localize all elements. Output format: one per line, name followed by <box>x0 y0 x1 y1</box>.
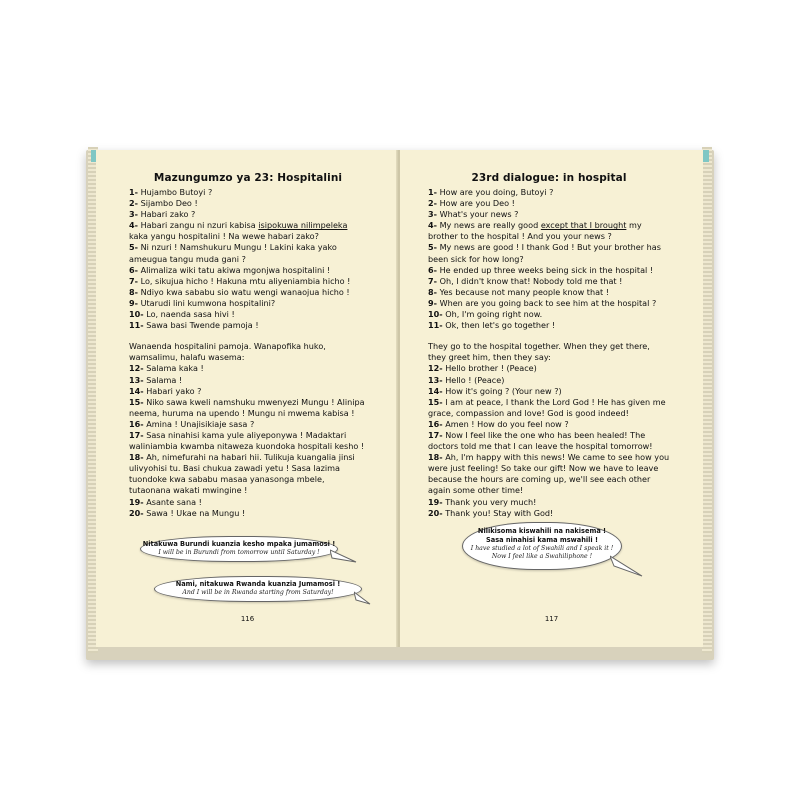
dialogue-line <box>428 198 670 209</box>
line-text: Ah, nimefurahi na habari hii. Tulikuja kuangalia jinsi ulivyohisi tu. Basi chukua zawadi yetu ! Sasa lazima tuondoke kwa sababu masaa yanasonga mbele, tutaonana wakati mwingine ! <box>129 452 355 496</box>
dialogue-line <box>129 298 367 309</box>
speech-bubble-rwanda <box>154 576 362 602</box>
line-number: 7- <box>129 275 138 286</box>
dialogue-line <box>428 497 670 508</box>
bubble-english-text: And I will be in Rwanda starting from Saturday! <box>182 589 334 596</box>
line-number: 2- <box>428 198 437 209</box>
dialogue-line <box>129 287 367 298</box>
line-text: Asante sana ! <box>143 496 202 507</box>
line-number: 8- <box>428 286 437 297</box>
dialogue-line <box>129 386 367 397</box>
left-dialogue-part1 <box>129 187 367 331</box>
line-text: Ndiyo kwa sababu sio watu wengi wanaojua hicho ! <box>138 286 350 297</box>
line-number: 10- <box>129 309 144 320</box>
line-number: 7- <box>428 275 437 286</box>
dialogue-line <box>428 309 670 320</box>
line-number: 4- <box>428 220 437 231</box>
line-number: 19- <box>129 496 144 507</box>
dialogue-line <box>129 309 367 320</box>
line-text: Salama kaka ! <box>143 363 204 374</box>
line-number: 8- <box>129 286 138 297</box>
left-narration: Wanaenda hospitalini pamoja. Wanapofika huko, wamsalimu, halafu wasema: <box>129 341 326 363</box>
speech-bubble-burundi <box>140 536 338 562</box>
line-number: 19- <box>428 496 443 507</box>
line-number: 6- <box>428 264 437 275</box>
line-text: Now I feel like the one who has been healed! The doctors told me that I can leave the hospital tomorrow! <box>428 429 653 452</box>
line-text: Yes because not many people know that ! <box>437 286 610 297</box>
line-number: 15- <box>129 396 144 407</box>
dialogue-line <box>428 363 670 374</box>
dialogue-line <box>129 220 367 242</box>
dialogue-line <box>129 242 367 264</box>
dialogue-line <box>129 187 367 198</box>
underlined-text: isipokuwa nilimpeleka <box>258 220 348 231</box>
dialogue-line <box>129 452 367 496</box>
right-narration: They go to the hospital together. When they get there, they greet him, then they say: <box>428 341 650 363</box>
line-number: 3- <box>129 209 138 220</box>
dialogue-line <box>428 419 670 430</box>
speech-bubble-tail <box>354 590 374 606</box>
line-text: He ended up three weeks being sick in the hospital ! <box>437 264 654 275</box>
line-text: When are you going back to see him at the hospital ? <box>437 297 657 308</box>
line-text: My news are good ! I thank God ! But your brother has been sick for how long? <box>428 242 661 264</box>
line-text: Utarudi lini kumwona hospitalini? <box>138 297 276 308</box>
line-text: Oh, I'm going right now. <box>442 309 543 320</box>
bubble-swahili-text: Nilikisoma kiswahili na nakisema ! <box>477 527 607 535</box>
cover-edge-right <box>703 150 709 162</box>
line-number: 16- <box>129 418 144 429</box>
line-text: How it's going ? (Your new ?) <box>442 385 562 396</box>
line-text: Habari zako ? <box>138 209 196 220</box>
dialogue-line <box>129 375 367 386</box>
line-text: my brother to the hospital ! And you your news ? <box>428 220 642 242</box>
dialogue-line <box>428 187 670 198</box>
line-number: 13- <box>129 374 144 385</box>
line-number: 13- <box>428 374 443 385</box>
dialogue-line <box>428 220 670 242</box>
bubble-english-text: I will be in Burundi from tomorrow until Saturday ! <box>158 549 320 556</box>
line-text: Thank you! Stay with God! <box>442 507 554 518</box>
line-text: My news are really good <box>437 220 541 231</box>
line-number: 18- <box>129 452 144 463</box>
line-text: Sasa ninahisi kama yule aliyeponywa ! Madaktari waliniambia kwamba nitaweza kuondoka hospitali kesho ! <box>129 429 365 452</box>
left-dialogue-part2 <box>129 363 367 518</box>
dialogue-line <box>428 430 670 452</box>
line-text: Habari yako ? <box>143 385 202 396</box>
line-text: Ok, then let's go together ! <box>442 320 556 331</box>
line-number: 11- <box>428 320 443 331</box>
dialogue-line <box>428 452 670 496</box>
line-number: 4- <box>129 220 138 231</box>
dialogue-line <box>129 419 367 430</box>
line-number: 5- <box>129 242 138 253</box>
line-number: 20- <box>129 507 144 518</box>
line-text: Ni nzuri ! Namshukuru Mungu ! Lakini kaka yako ameugua tangu muda gani ? <box>129 242 337 264</box>
line-number: 18- <box>428 452 443 463</box>
bubble-english-text: Now I feel like a Swahiliphone ! <box>491 553 593 560</box>
dialogue-line <box>428 397 670 419</box>
dialogue-line <box>428 320 670 331</box>
line-number: 9- <box>129 297 138 308</box>
line-text: What's your news ? <box>437 209 519 220</box>
page-number-right: 117 <box>544 615 559 623</box>
dialogue-line <box>129 276 367 287</box>
dialogue-line <box>129 397 367 419</box>
speech-bubble-swahiliphone <box>462 522 622 570</box>
line-number: 16- <box>428 418 443 429</box>
line-text: Habari zangu ni nzuri kabisa <box>138 220 259 231</box>
line-text: Thank you very much! <box>442 496 537 507</box>
dialogue-line <box>428 375 670 386</box>
line-number: 10- <box>428 309 443 320</box>
line-text: Sawa ! Ukae na Mungu ! <box>143 507 246 518</box>
line-text: Sijambo Deo ! <box>138 198 198 209</box>
dialogue-line <box>428 386 670 397</box>
line-number: 20- <box>428 507 443 518</box>
line-number: 12- <box>129 363 144 374</box>
dialogue-line <box>129 209 367 220</box>
dialogue-line <box>428 209 670 220</box>
line-text: How are you Deo ! <box>437 198 515 209</box>
line-text: Amen ! How do you feel now ? <box>442 418 569 429</box>
speech-bubble-tail <box>610 554 644 578</box>
underlined-text: except that I brought <box>540 220 627 231</box>
dialogue-line <box>129 430 367 452</box>
right-dialogue-part1 <box>428 187 670 331</box>
line-number: 3- <box>428 209 437 220</box>
right-page-content <box>400 172 703 519</box>
line-number: 17- <box>129 429 144 440</box>
line-number: 11- <box>129 320 144 331</box>
line-text: I am at peace, I thank the Lord God ! He has given me grace, compassion and love! God is good indeed! <box>428 396 666 418</box>
line-text: kaka yangu hospitalini ! Na wewe habari zako? <box>129 231 319 242</box>
speech-bubble-tail <box>330 548 358 564</box>
line-text: Hujambo Butoyi ? <box>138 187 213 197</box>
line-text: Sawa basi Twende pamoja ! <box>143 320 259 331</box>
line-number: 14- <box>428 385 443 396</box>
line-text: Salama ! <box>143 374 183 385</box>
line-number: 9- <box>428 297 437 308</box>
line-text: Alimaliza wiki tatu akiwa mgonjwa hospitalini ! <box>138 264 331 275</box>
page-number-left: 116 <box>240 615 255 623</box>
dialogue-line <box>129 320 367 331</box>
line-number: 5- <box>428 242 437 253</box>
line-text: Lo, naenda sasa hivi ! <box>143 309 235 320</box>
bubble-english-text: I have studied a lot of Swahili and I speak it ! <box>470 545 614 552</box>
dialogue-line <box>129 363 367 374</box>
dialogue-line <box>129 265 367 276</box>
line-number: 14- <box>129 385 144 396</box>
bubble-swahili-text: Sasa ninahisi kama mswahili ! <box>486 536 598 544</box>
left-page <box>96 150 399 647</box>
right-page <box>400 150 703 647</box>
line-text: Amina ! Unajisikiaje sasa ? <box>143 418 255 429</box>
line-number: 6- <box>129 264 138 275</box>
right-dialogue-part2 <box>428 363 670 518</box>
bubble-swahili-text: Nami, nitakuwa Rwanda kuanzia Jumamosi ! <box>175 580 341 588</box>
bubble-swahili-text: Nitakuwa Burundi kuanzia kesho mpaka jumamosi ! <box>142 540 336 548</box>
line-text: How are you doing, Butoyi ? <box>437 187 554 197</box>
page-edges-right <box>702 147 712 653</box>
dialogue-line <box>428 298 670 309</box>
line-text: Lo, sikujua hicho ! Hakuna mtu aliyeniambia hicho ! <box>138 275 351 286</box>
dialogue-line <box>428 287 670 298</box>
line-number: 15- <box>428 396 443 407</box>
line-text: Oh, I didn't know that! Nobody told me that ! <box>437 275 623 286</box>
dialogue-line <box>428 276 670 287</box>
dialogue-line <box>129 497 367 508</box>
line-number: 17- <box>428 429 443 440</box>
dialogue-line <box>129 508 367 519</box>
dialogue-line <box>428 508 670 519</box>
line-text: Hello brother ! (Peace) <box>442 363 537 374</box>
line-number: 1- <box>428 187 437 197</box>
line-text: Ah, I'm happy with this news! We came to see how you were just feeling! So take our gift! Now we have to leave because the hours are coming up, we'll see each other again some other time! <box>428 452 670 496</box>
dialogue-line <box>428 242 670 264</box>
line-number: 1- <box>129 187 138 197</box>
dialogue-line <box>129 198 367 209</box>
dialogue-line <box>428 265 670 276</box>
left-page-title: Mazungumzo ya 23: Hospitalini <box>153 172 343 184</box>
line-text: Niko sawa kweli namshuku mwenyezi Mungu ! Alinipa neema, huruma na upendo ! Mungu ni mwema kabisa ! <box>129 396 365 418</box>
left-page-content <box>96 172 399 519</box>
right-page-title: 23rd dialogue: in hospital <box>471 172 627 184</box>
line-text: Hello ! (Peace) <box>442 374 505 385</box>
line-number: 2- <box>129 198 138 209</box>
line-number: 12- <box>428 363 443 374</box>
